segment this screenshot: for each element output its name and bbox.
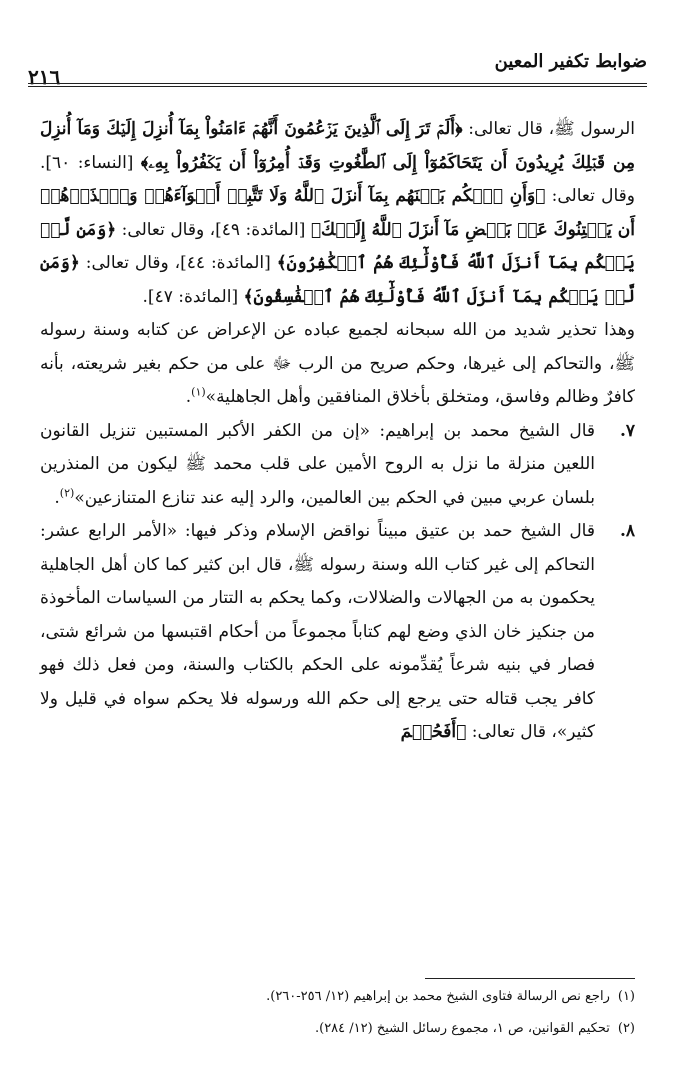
text-run: [المائدة: ٤٩]، وقال تعالى: bbox=[116, 219, 311, 240]
text-run: [النساء: ٦٠]. وقال تعالى: bbox=[40, 152, 635, 206]
footnote bbox=[40, 983, 635, 1011]
paragraph-continuation bbox=[40, 113, 635, 314]
quran-verse: ﴿وَأَنِ ٱحۡكُم بَيۡنَهُم بِمَآ أَنزَلَ ٱللَّهُ وَلَا تَتَّبِعۡ أَهۡوَآءَهُمۡ وَٱحۡذَرۡهُمۡ أَن يَفۡتِنُوكَ عَنۢ بَعۡضِ مَآ أَنزَلَ ٱللَّهُ إِلَيۡكَ﴾ bbox=[40, 186, 636, 240]
numbered-item-7 bbox=[40, 415, 635, 516]
text-run: قال الشيخ حمد بن عتيق مبيناً نواقض الإسلام وذكر فيها: «الأمر الرابع عشر: التحاكم إلى غير كتاب الله وسنة رسوله ﷺ، قال ابن كثير كما كان أهل الجاهلية يحكمون به من الجهالات والضلالات، وكما يحكم به التتار من السياسات المأخوذة من جنكيز خان الذي وضع لهم كتاباً مجموعاً من أحكام اقتبسها من شرائع شتى، فصار في بنيه شرعاً يُقدِّمونه على الحكم بالكتاب والسنة، ومن فعل ذلك فهو كافر يجب قتاله حتى يرجع إلى حكم الله ورسوله فلا يحكم سواه في قليل ولا كثير»، قال تعالى: bbox=[40, 521, 595, 742]
text-run: الرسول ﷺ، قال تعالى: bbox=[462, 119, 636, 139]
running-header bbox=[28, 45, 647, 95]
numbered-item-8 bbox=[40, 515, 635, 750]
footnote-marker: (١) bbox=[191, 385, 206, 399]
text-run: [المائدة: ٤٧]. bbox=[142, 286, 244, 307]
header-divider bbox=[28, 83, 647, 87]
text-run: [المائدة: ٤٤]، وقال تعالى: bbox=[79, 253, 277, 273]
quran-verse: ﴿وَمَن لَّمۡ يَحۡكُم بِمَآ أَنزَلَ ٱللَّهُ فَأُوْلَٰٓئِكَ هُمُ ٱلۡفَٰسِقُونَ﴾ bbox=[40, 253, 635, 307]
item-text bbox=[40, 415, 595, 516]
text-run: وهذا تحذير شديد من الله سبحانه لجميع عباده عن الإعراض عن كتابه وسنة رسوله ﷺ، والتحاكم إلى غيرها، وحكم صريح من الرب ﷻ على من حكم بغير شريعته، بأنه كافرٌ وظالم وفاسق، ومتخلق بأخلاق المنافقين وأهل الجاهلية» bbox=[40, 320, 635, 407]
body-text bbox=[40, 113, 635, 750]
footnote-number: (٢) bbox=[617, 1021, 635, 1036]
paragraph-commentary bbox=[40, 314, 635, 415]
page-number: ٢١٦ bbox=[28, 65, 61, 89]
footnote-text: تحكيم القوانين، ص ١، مجموع رسائل الشيخ (١٢/ ٢٨٤). bbox=[314, 1021, 610, 1036]
quran-verse: ﴿وَمَن لَّمۡ يَحۡكُم بِمَآ أَنزَلَ ٱللَّهُ فَأُوْلَٰٓئِكَ هُمُ ٱلۡكَٰفِرُونَ﴾ bbox=[40, 219, 635, 273]
item-number: ٨. bbox=[619, 521, 635, 541]
text-run: قال الشيخ محمد بن إبراهيم: «إن من الكفر الأكبر المستبين تنزيل القانون اللعين منزلة ما نزل به الروح الأمين على قلب محمد ﷺ ليكون من المنذرين بلسان عربي مبين في الحكم بين العالمين، والرد إليه عند تنازع المتنازعين» bbox=[40, 420, 595, 508]
quran-verse: ﴿أَفَحُكۡمَ bbox=[400, 722, 467, 742]
book-title: ضوابط تكفير المعين bbox=[494, 51, 647, 72]
footnote-marker: (٢) bbox=[59, 485, 75, 499]
footnote-text: راجع نص الرسالة فتاوى الشيخ محمد بن إبراهيم (١٢/ ٢٥٦-٢٦٠). bbox=[266, 989, 610, 1004]
item-text bbox=[40, 515, 595, 750]
text-run: . bbox=[185, 387, 192, 407]
quran-verse: ﴿أَلَمۡ تَرَ إِلَى ٱلَّذِينَ يَزۡعُمُونَ أَنَّهُمۡ ءَامَنُواْ بِمَآ أُنزِلَ إِلَيۡكَ وَمَآ أُنزِلَ مِن قَبۡلِكَ يُرِيدُونَ أَن يَتَحَاكَمُوٓاْ إِلَى ٱلطَّٰغُوتِ وَقَدۡ أُمِرُوٓاْ أَن يَكۡفُرُواْ بِهِۦ﴾ bbox=[40, 119, 635, 173]
footnote-number: (١) bbox=[617, 989, 635, 1004]
footnote-divider bbox=[425, 978, 635, 979]
footnotes bbox=[40, 978, 635, 1043]
footnote bbox=[40, 1015, 635, 1043]
text-run: . bbox=[54, 487, 60, 508]
item-number: ٧. bbox=[619, 420, 635, 441]
